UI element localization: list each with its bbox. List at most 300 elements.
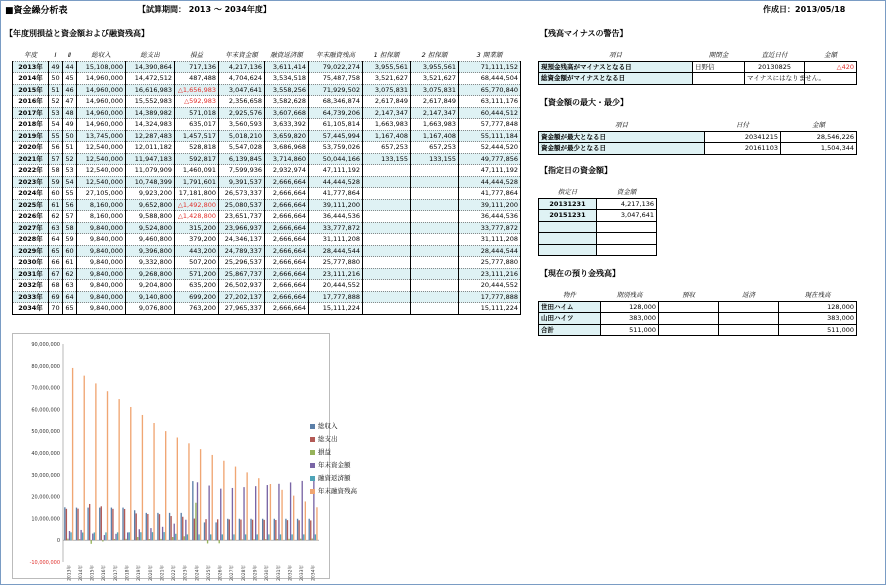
- column-header: 融資返済額: [270, 51, 303, 60]
- table-cell: 14,960,000: [77, 73, 126, 85]
- table-cell: 25,777,880: [459, 257, 521, 269]
- table-cell: 28,546,226: [781, 131, 857, 143]
- table-cell: 63: [49, 222, 63, 234]
- x-tick-label: 2025年: [206, 565, 212, 581]
- table-cell: 14,324,983: [126, 119, 175, 131]
- table-cell: 39,111,200: [459, 199, 521, 211]
- chart-bar: [200, 449, 201, 540]
- table-cell: 57,445,994: [309, 130, 363, 142]
- chart-bar: [94, 532, 95, 540]
- table-cell: 64: [49, 234, 63, 246]
- table-cell: 12,540,000: [77, 176, 126, 188]
- table-cell: △1,492,800: [175, 199, 219, 211]
- table-cell: 47,111,192: [309, 165, 363, 177]
- table-cell: 12,540,000: [77, 165, 126, 177]
- chart-bar: [267, 485, 268, 540]
- table-cell: 20341215: [705, 131, 781, 143]
- table-cell: 8,160,000: [77, 199, 126, 211]
- table-cell: 9,840,000: [77, 268, 126, 280]
- table-cell: 51: [49, 84, 63, 96]
- table-cell: △1,428,800: [175, 211, 219, 223]
- table-cell: 383,000: [601, 313, 659, 325]
- column-header: 3 開業額: [476, 51, 503, 60]
- table-cell: 1,663,983: [411, 119, 459, 131]
- table-cell: 合計: [539, 324, 601, 336]
- table-cell: 36,444,536: [309, 211, 363, 223]
- table-cell: 3,521,627: [411, 73, 459, 85]
- table-cell: 2029年: [13, 245, 49, 257]
- table-cell: 39,111,200: [309, 199, 363, 211]
- table-cell: 717,136: [175, 61, 219, 73]
- column-header: 総支出: [140, 51, 160, 60]
- table-cell: 16,616,983: [126, 84, 175, 96]
- table-cell: 53: [63, 165, 77, 177]
- y-tick-label: 80,000,000: [31, 363, 60, 370]
- table-cell: 1,457,517: [175, 130, 219, 142]
- chart-bar: [67, 539, 68, 541]
- legend-label: 年末資金額: [318, 461, 351, 469]
- specified-date-table: [538, 187, 657, 256]
- table-cell: 2,932,974: [265, 165, 309, 177]
- chart-bar: [188, 443, 189, 540]
- table-cell: 27,202,137: [219, 291, 265, 303]
- table-cell: 2025年: [13, 199, 49, 211]
- table-cell: 20161103: [705, 143, 781, 155]
- chart-bar: [150, 528, 151, 540]
- chart-legend: [310, 420, 357, 498]
- column-header: 項目: [615, 121, 628, 130]
- table-cell: 2016年: [13, 96, 49, 108]
- table-cell: [693, 73, 745, 85]
- y-tick-label: 30,000,000: [31, 472, 60, 479]
- table-cell: [411, 257, 459, 269]
- chart-bar: [139, 529, 140, 540]
- table-cell: 3,075,831: [363, 84, 411, 96]
- table-cell: 50: [63, 130, 77, 142]
- table-cell: 51: [63, 142, 77, 154]
- chart-bar: [265, 539, 266, 540]
- table-cell: 5,018,210: [219, 130, 265, 142]
- table-cell: 11,079,909: [126, 165, 175, 177]
- y-tick-label: 10,000,000: [31, 516, 60, 523]
- x-tick-label: 2019年: [137, 565, 143, 581]
- table-row: [13, 234, 521, 246]
- table-cell: 2015年: [13, 84, 49, 96]
- legend-item: [310, 485, 357, 498]
- table-cell: 世田ハイム: [539, 301, 601, 313]
- legend-swatch: [310, 424, 315, 429]
- table-cell: 2028年: [13, 234, 49, 246]
- table-cell: 49,777,856: [459, 153, 521, 165]
- table-cell: マイナスにはなりません。: [745, 73, 805, 85]
- table-cell: [363, 199, 411, 211]
- table-cell: 33,777,872: [309, 222, 363, 234]
- table-cell: [363, 211, 411, 223]
- legend-item: [310, 472, 357, 485]
- chart-bar: [246, 472, 247, 540]
- table-cell: [411, 234, 459, 246]
- table-cell: 9,524,800: [126, 222, 175, 234]
- table-cell: 2,666,664: [265, 188, 309, 200]
- table-cell: 635,200: [175, 280, 219, 292]
- table-cell: 2032年: [13, 280, 49, 292]
- chart-bar: [114, 539, 115, 540]
- table-cell: 63: [63, 280, 77, 292]
- table-cell: 20,444,552: [309, 280, 363, 292]
- column-header: Ⅰ: [54, 51, 57, 60]
- chart-bar: [129, 532, 130, 540]
- table-cell: △1,656,983: [175, 84, 219, 96]
- chart-bar: [95, 383, 96, 540]
- table-cell: 25,080,537: [219, 199, 265, 211]
- legend-item: [310, 459, 357, 472]
- chart-bar: [212, 455, 213, 540]
- table-cell: 23,111,216: [459, 268, 521, 280]
- table-cell: 3,686,968: [265, 142, 309, 154]
- table-cell: 2,147,347: [363, 107, 411, 119]
- table-cell: 20130825: [745, 61, 805, 73]
- chart-bar: [245, 534, 246, 540]
- table-cell: 14,960,000: [77, 119, 126, 131]
- table-cell: 61: [63, 257, 77, 269]
- table-cell: 128,000: [779, 301, 857, 313]
- table-row: [13, 130, 521, 142]
- chart-bar: [147, 514, 148, 540]
- table-cell: 60: [49, 188, 63, 200]
- table-cell: 50,044,166: [309, 153, 363, 165]
- chart-bar: [253, 539, 254, 540]
- chart-bar: [157, 513, 158, 540]
- table-cell: 1,791,601: [175, 176, 219, 188]
- chart-bar: [239, 519, 240, 540]
- table-cell: 528,818: [175, 142, 219, 154]
- table-row: [539, 143, 857, 155]
- column-header: 項目: [609, 51, 622, 60]
- column-header: 日付: [736, 121, 749, 130]
- table-cell: 2017年: [13, 107, 49, 119]
- table-cell: [539, 221, 597, 233]
- table-cell: 9,268,800: [126, 268, 175, 280]
- chart-bar: [152, 532, 153, 540]
- table-cell: 2014年: [13, 73, 49, 85]
- table-row: [13, 199, 521, 211]
- table-cell: 57,777,848: [459, 119, 521, 131]
- table-cell: [539, 244, 597, 256]
- chart-bar: [252, 520, 253, 540]
- chart-bar: [177, 437, 178, 540]
- table-cell: 3,633,392: [265, 119, 309, 131]
- x-tick-label: 2015年: [90, 565, 96, 581]
- table-cell: 7,599,936: [219, 165, 265, 177]
- table-cell: 3,714,860: [265, 153, 309, 165]
- chart-bar: [105, 532, 106, 540]
- table-cell: 52: [63, 153, 77, 165]
- table-cell: [363, 176, 411, 188]
- table-row: [13, 222, 521, 234]
- table-cell: 657,253: [363, 142, 411, 154]
- y-tick-label: 40,000,000: [31, 451, 60, 457]
- table-cell: 699,200: [175, 291, 219, 303]
- table-row: [13, 96, 521, 108]
- chart-bar: [104, 535, 105, 540]
- chart-bar: [165, 431, 166, 540]
- y-tick-label: 90,000,000: [31, 342, 60, 348]
- chart-bar: [162, 527, 163, 540]
- chart-bar: [125, 539, 126, 540]
- chart-bar: [290, 482, 291, 540]
- table-cell: 総資金額がマイナスとなる日: [539, 73, 693, 85]
- table-row: [13, 107, 521, 119]
- chart-bar: [268, 534, 269, 540]
- table-cell: 71,111,152: [459, 61, 521, 73]
- table-cell: 3,955,561: [363, 61, 411, 73]
- table-cell: 3,659,820: [265, 130, 309, 142]
- table-cell: 9,840,000: [77, 257, 126, 269]
- chart-bar: [198, 534, 199, 540]
- table-cell: 28,444,544: [309, 245, 363, 257]
- chart-bar: [159, 514, 160, 540]
- chart-bar: [208, 486, 209, 541]
- chart-bar: [87, 508, 88, 541]
- column-header: 損益: [190, 51, 203, 60]
- table-cell: 9,840,000: [77, 280, 126, 292]
- chart-bar: [280, 534, 281, 540]
- column-header: 直近日付: [761, 51, 788, 60]
- table-cell: 15,111,224: [309, 303, 363, 315]
- table-cell: 9,391,537: [219, 176, 265, 188]
- table-cell: 12,540,000: [77, 153, 126, 165]
- table-cell: 2,666,664: [265, 303, 309, 315]
- table-cell: 60: [63, 245, 77, 257]
- table-cell: 3,047,641: [219, 84, 265, 96]
- y-tick-label: 20,000,000: [31, 494, 60, 501]
- table-cell: 9,332,800: [126, 257, 175, 269]
- table-cell: 56: [49, 142, 63, 154]
- table-row: [539, 61, 857, 73]
- chart-bar: [172, 537, 173, 540]
- table-row: [13, 211, 521, 223]
- table-cell: 57: [49, 153, 63, 165]
- chart-bar: [140, 532, 141, 540]
- table-cell: 2019年: [13, 130, 49, 142]
- chart-bar: [258, 478, 259, 540]
- table-cell: [363, 188, 411, 200]
- period-label: 【試算期間： 2013 ～ 2034年度】: [138, 5, 271, 14]
- table-cell: 62: [63, 268, 77, 280]
- x-tick-label: 2027年: [230, 565, 236, 581]
- table-cell: [411, 245, 459, 257]
- chart-bar: [232, 488, 233, 540]
- x-tick-label: 2023年: [183, 565, 189, 581]
- chart-bar: [291, 534, 292, 540]
- chart-bar: [70, 532, 71, 540]
- table-cell: 133,155: [411, 153, 459, 165]
- table-cell: 2033年: [13, 291, 49, 303]
- table-cell: 571,200: [175, 268, 219, 280]
- table-cell: 26,502,937: [219, 280, 265, 292]
- table-cell: 3,607,668: [265, 107, 309, 119]
- table-cell: 20131231: [539, 198, 597, 210]
- chart-bar: [160, 539, 161, 540]
- table-row: [13, 280, 521, 292]
- column-header: 金額: [812, 121, 825, 130]
- warning-table: [538, 50, 857, 85]
- table-row: [539, 210, 657, 222]
- table-cell: 49: [63, 119, 77, 131]
- table-cell: 47: [63, 96, 77, 108]
- legend-swatch: [310, 437, 315, 442]
- table-cell: 383,000: [779, 313, 857, 325]
- table-cell: 14,390,864: [126, 61, 175, 73]
- table-cell: 13,745,000: [77, 130, 126, 142]
- table-cell: 15,111,224: [459, 303, 521, 315]
- y-tick-label: 0: [56, 538, 60, 545]
- table-cell: 58: [63, 222, 77, 234]
- table-cell: [363, 268, 411, 280]
- chart-bar: [76, 508, 77, 541]
- table-cell: 49: [49, 61, 63, 73]
- table-cell: 9,840,000: [77, 291, 126, 303]
- chart-bar: [153, 423, 154, 540]
- chart-bar: [102, 540, 103, 541]
- table-cell: 1,167,408: [363, 130, 411, 142]
- y-tick-label: 60,000,000: [31, 407, 60, 414]
- chart-bar: [185, 520, 186, 540]
- chart-bar: [309, 519, 310, 540]
- chart-bar: [170, 516, 171, 540]
- chart-bar: [305, 501, 306, 540]
- x-tick-label: 2014年: [78, 565, 84, 581]
- chart-bar: [243, 487, 244, 540]
- chart-bar: [112, 509, 113, 540]
- chart-bar: [122, 508, 123, 541]
- table-cell: 2034年: [13, 303, 49, 315]
- table-row: [13, 257, 521, 269]
- chart-bar: [182, 517, 183, 540]
- table-cell: 68: [49, 280, 63, 292]
- table-row: [13, 153, 521, 165]
- column-header: 年度: [24, 51, 37, 60]
- table-cell: 44: [63, 61, 77, 73]
- x-tick-label: 2018年: [125, 565, 131, 581]
- table-cell: [659, 324, 719, 336]
- chart-bar: [293, 496, 294, 541]
- x-tick-label: 2020年: [148, 565, 154, 581]
- legend-label: 融資返済額: [318, 474, 351, 482]
- table-cell: 3,521,627: [363, 73, 411, 85]
- chart-bar: [92, 534, 93, 541]
- table-cell: [411, 188, 459, 200]
- table-row: [13, 188, 521, 200]
- table-row: [13, 119, 521, 131]
- table-cell: 2026年: [13, 211, 49, 223]
- table-cell: 24,346,137: [219, 234, 265, 246]
- table-cell: 64,739,206: [309, 107, 363, 119]
- column-header: 年末融資残高: [316, 51, 355, 60]
- table-cell: 23,966,937: [219, 222, 265, 234]
- chart-bar: [69, 531, 70, 540]
- table-cell: 3,560,593: [219, 119, 265, 131]
- table-cell: 12,287,483: [126, 130, 175, 142]
- table-cell: [411, 303, 459, 315]
- table-cell: 24,789,337: [219, 245, 265, 257]
- chart-bar: [219, 540, 220, 543]
- table-cell: [411, 199, 459, 211]
- chart-bar: [220, 489, 221, 541]
- legend-item: [310, 433, 357, 446]
- table-cell: 2,666,664: [265, 211, 309, 223]
- table-cell: 70: [49, 303, 63, 315]
- table-cell: [719, 301, 779, 313]
- chart-bar: [79, 539, 80, 540]
- column-header: 現在残高: [804, 291, 831, 300]
- chart-bar: [194, 519, 195, 541]
- table-cell: 54: [49, 119, 63, 131]
- table-cell: [659, 313, 719, 325]
- legend-label: 年末融資残高: [318, 487, 357, 495]
- table-row: [539, 73, 857, 85]
- table-row: [13, 84, 521, 96]
- chart-bar: [250, 519, 251, 540]
- chart-bar: [64, 507, 65, 540]
- chart-bar: [235, 467, 236, 541]
- chart-bar: [285, 519, 286, 540]
- legend-swatch: [310, 489, 315, 494]
- chart-bar: [210, 534, 211, 540]
- table-cell: 3,047,641: [597, 210, 657, 222]
- table-cell: 2,617,849: [363, 96, 411, 108]
- table-cell: 20151231: [539, 210, 597, 222]
- chart-bar: [118, 399, 119, 540]
- legend-swatch: [310, 463, 315, 468]
- table-cell: [597, 233, 657, 245]
- table-cell: 15,552,983: [126, 96, 175, 108]
- chart-bar: [184, 536, 185, 540]
- table-cell: 3,558,256: [265, 84, 309, 96]
- table-cell: 5,547,028: [219, 142, 265, 154]
- table-row: [13, 73, 521, 85]
- table-cell: 2024年: [13, 188, 49, 200]
- table-cell: 69: [49, 291, 63, 303]
- chart-bar: [274, 519, 275, 540]
- section-main-title: 【年度別損益と資金額および融資残高】: [5, 29, 149, 38]
- chart-bar: [82, 532, 83, 540]
- table-cell: 45: [63, 73, 77, 85]
- chart-svg: [13, 334, 329, 581]
- table-cell: 1,167,408: [411, 130, 459, 142]
- table-row: [13, 303, 521, 315]
- table-cell: 44,444,528: [309, 176, 363, 188]
- chart-bar: [66, 509, 67, 540]
- table-cell: 2,666,664: [265, 234, 309, 246]
- table-cell: 46: [63, 84, 77, 96]
- x-tick-label: 2034年: [311, 565, 317, 581]
- chart-bar: [111, 508, 112, 541]
- table-cell: 65: [63, 303, 77, 315]
- table-cell: 2021年: [13, 153, 49, 165]
- table-cell: 2,147,347: [411, 107, 459, 119]
- table-cell: 2,666,664: [265, 280, 309, 292]
- table-row: [13, 176, 521, 188]
- chart-bar: [77, 509, 78, 541]
- table-cell: 9,840,000: [77, 303, 126, 315]
- table-cell: 58: [49, 165, 63, 177]
- table-cell: 25,867,737: [219, 268, 265, 280]
- table-cell: [659, 301, 719, 313]
- table-cell: 68,444,504: [459, 73, 521, 85]
- table-cell: 31,111,208: [309, 234, 363, 246]
- table-cell: [363, 222, 411, 234]
